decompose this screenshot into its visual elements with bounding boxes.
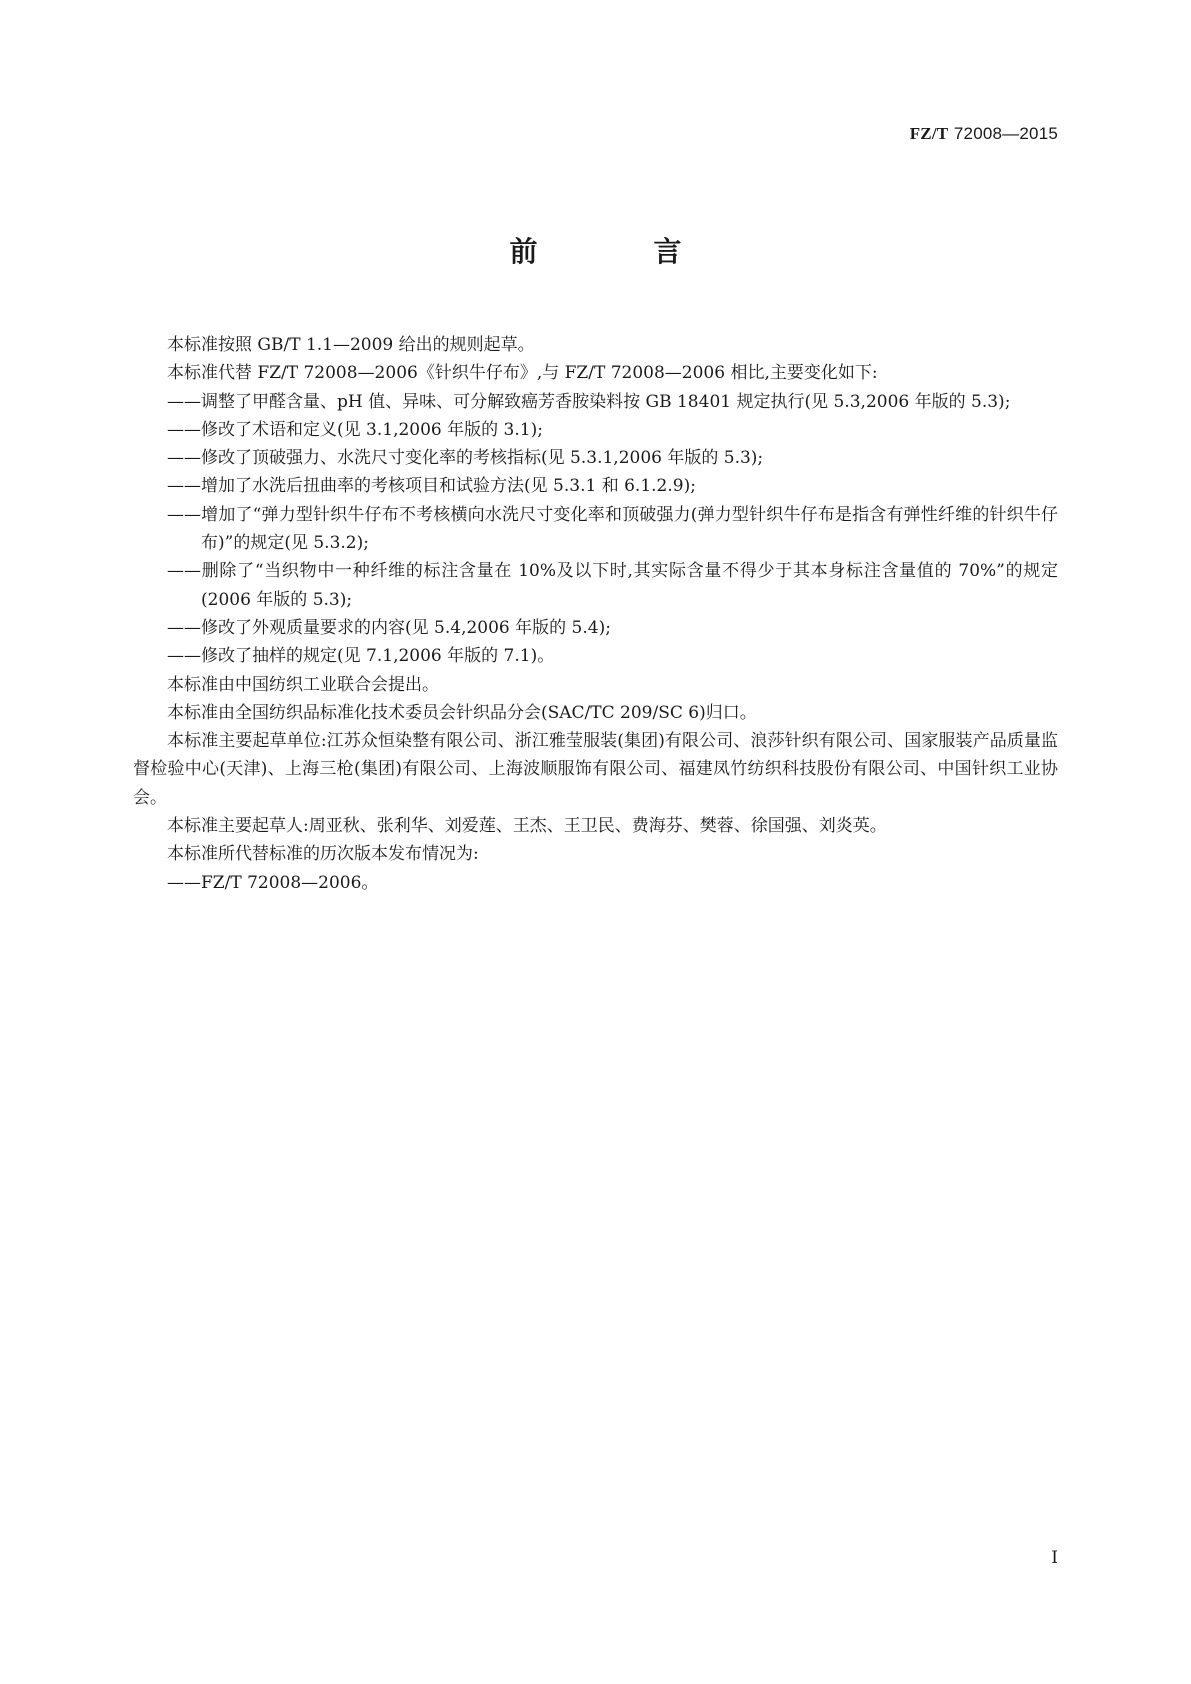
change-item: ——修改了抽样的规定(见 7.1,2006 年版的 7.1)。: [167, 646, 555, 667]
standard-code-number: 72008—2015: [953, 124, 1058, 143]
change-item: ——增加了“弹力型针织牛仔布不考核横向水洗尺寸变化率和顶破强力(弹力型针织牛仔布是指含有弹性纤维的针织牛仔布)”的规定(见 5.3.2);: [167, 504, 1058, 554]
paragraph-proposer: 本标准由中国纺织工业联合会提出。: [167, 674, 439, 695]
paragraph-drafting-rules: 本标准按照 GB/T 1.1—2009 给出的规则起草。: [167, 335, 535, 355]
paragraph-drafters: 本标准主要起草人:周亚秋、张利华、刘爱莲、王杰、王卫民、费海芬、樊蓉、徐国强、刘炎英。: [167, 816, 887, 837]
standard-code-prefix: FZ/T: [909, 124, 949, 143]
standard-code: [910, 124, 1058, 144]
change-item: ——调整了甲醛含量、pH 值、异味、可分解致癌芳香胺染料按 GB 18401 规定执行(见 5.3,2006 年版的 5.3);: [167, 391, 1011, 412]
change-item: ——修改了术语和定义(见 3.1,2006 年版的 3.1);: [167, 419, 543, 440]
paragraph-replacement: 本标准代替 FZ/T 72008—2006《针织牛仔布》,与 FZ/T 72008—2006 相比,主要变化如下:: [167, 363, 878, 384]
foreword-body: [133, 331, 1058, 897]
paragraph-jurisdiction: 本标准由全国纺织品标准化技术委员会针织品分会(SAC/TC 209/SC 6)归口。: [167, 702, 757, 723]
change-item: ——增加了水洗后扭曲率的考核项目和试验方法(见 5.3.1 和 6.1.2.9);: [167, 476, 696, 497]
page-title: 前 言: [509, 235, 726, 268]
page-number: I: [1051, 1548, 1058, 1568]
history-item: ——FZ/T 72008—2006。: [167, 872, 379, 893]
change-item: ——修改了外观质量要求的内容(见 5.4,2006 年版的 5.4);: [167, 617, 611, 638]
change-item: ——删除了“当织物中一种纤维的标注含量在 10%及以下时,其实际含量不得少于其本身标注含量值的 70%”的规定(2006 年版的 5.3);: [167, 561, 1058, 610]
paragraph-history-intro: 本标准所代替标准的历次版本发布情况为:: [167, 844, 479, 865]
paragraph-drafting-units: 本标准主要起草单位:江苏众恒染整有限公司、浙江雅莹服装(集团)有限公司、浪莎针织有限公司、国家服装产品质量监督检验中心(天津)、上海三枪(集团)有限公司、上海波顺服饰有限公司、福建凤竹纺织科技股份有限公司、中国针织工业协会。: [133, 731, 1058, 808]
change-item: ——修改了顶破强力、水洗尺寸变化率的考核指标(见 5.3.1,2006 年版的 5.3);: [167, 448, 764, 469]
